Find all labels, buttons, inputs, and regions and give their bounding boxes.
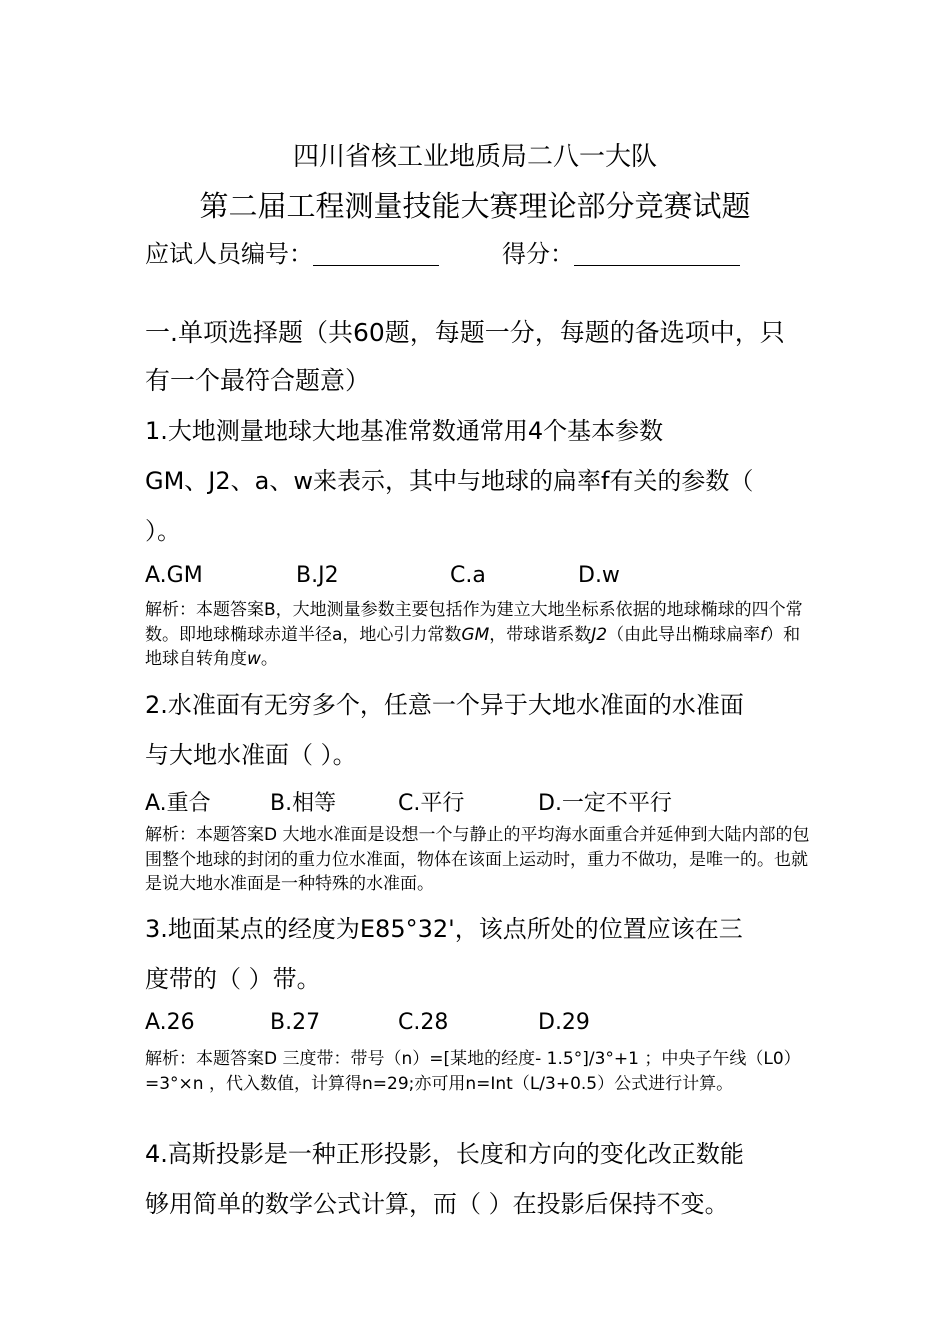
- q2-option-c: C.平行: [398, 791, 465, 816]
- q3-option-b: B.27: [270, 1010, 321, 1035]
- question-4-line2: 够用简单的数学公式计算，而（ ）在投影后保持不变。: [145, 1190, 729, 1218]
- question-3-line1: 3.地面某点的经度为E85°32'，该点所处的位置应该在三: [145, 915, 743, 943]
- score-label: 得分：: [502, 240, 574, 268]
- q1-option-b: B.J2: [296, 563, 339, 588]
- q3-explanation: 解析：本题答案D 三度带：带号（n）=[某地的经度- 1.5°]/3°+1 ；中央子午线（L0）=3°×n ，代入数值，计算得n=29;亦可用n=Int（L/3+0.5）公式进行计算。: [145, 1049, 801, 1094]
- question-4-line1: 4.高斯投影是一种正形投影，长度和方向的变化改正数能: [145, 1140, 744, 1168]
- question-1-line3: ）。: [145, 517, 181, 545]
- question-2-line2: 与大地水准面（ ）。: [145, 741, 357, 769]
- q1-option-c: C.a: [450, 563, 486, 588]
- question-2-line1: 2.水准面有无穷多个，任意一个异于大地水准面的水准面: [145, 691, 744, 719]
- org-title: 四川省核工业地质局二八一大队: [292, 142, 657, 172]
- q3-option-a: A.26: [145, 1010, 195, 1035]
- question-1-line1: 1.大地测量地球大地基准常数通常用4个基本参数: [145, 417, 664, 445]
- q1-option-a: A.GM: [145, 563, 203, 588]
- examinee-id-row: [145, 234, 439, 269]
- score-blank: [574, 265, 740, 266]
- q2-option-a: A.重合: [145, 791, 211, 816]
- question-1-line2: GM、J2、a、w来表示，其中与地球的扁率f有关的参数（: [145, 467, 754, 495]
- section-heading-line1: 一.单项选择题（共60题，每题一分，每题的备选项中，只: [145, 318, 785, 347]
- score-row: [502, 234, 740, 269]
- q2-explanation: 解析：本题答案D 大地水准面是设想一个与静止的平均海水面重合并延伸到大陆内部的包围整个地球的封闭的重力位水准面，物体在该面上运动时，重力不做功，是唯一的。也就是说大地水准面是一种特殊的水准面。: [145, 825, 810, 894]
- q1-option-d: D.w: [578, 563, 620, 588]
- q3-option-c: C.28: [398, 1010, 449, 1035]
- q2-option-b: B.相等: [270, 791, 337, 816]
- section-heading-line2: 有一个最符合题意）: [145, 366, 371, 395]
- q2-option-d: D.一定不平行: [538, 791, 672, 816]
- q1-explanation: 解析：本题答案B，大地测量参数主要包括作为建立大地坐标系依据的地球椭球的四个常数。即地球椭球赤道半径a，地心引力常数GM，带球谐系数J2（由此导出椭球扁率f）和地球自转角度w。: [145, 600, 803, 669]
- q3-option-d: D.29: [538, 1010, 590, 1035]
- question-3-line2: 度带的（ ）带。: [145, 965, 321, 993]
- examinee-id-blank: [313, 265, 439, 266]
- examinee-id-label: 应试人员编号：: [145, 240, 313, 268]
- exam-title: 第二届工程测量技能大赛理论部分竞赛试题: [199, 189, 751, 223]
